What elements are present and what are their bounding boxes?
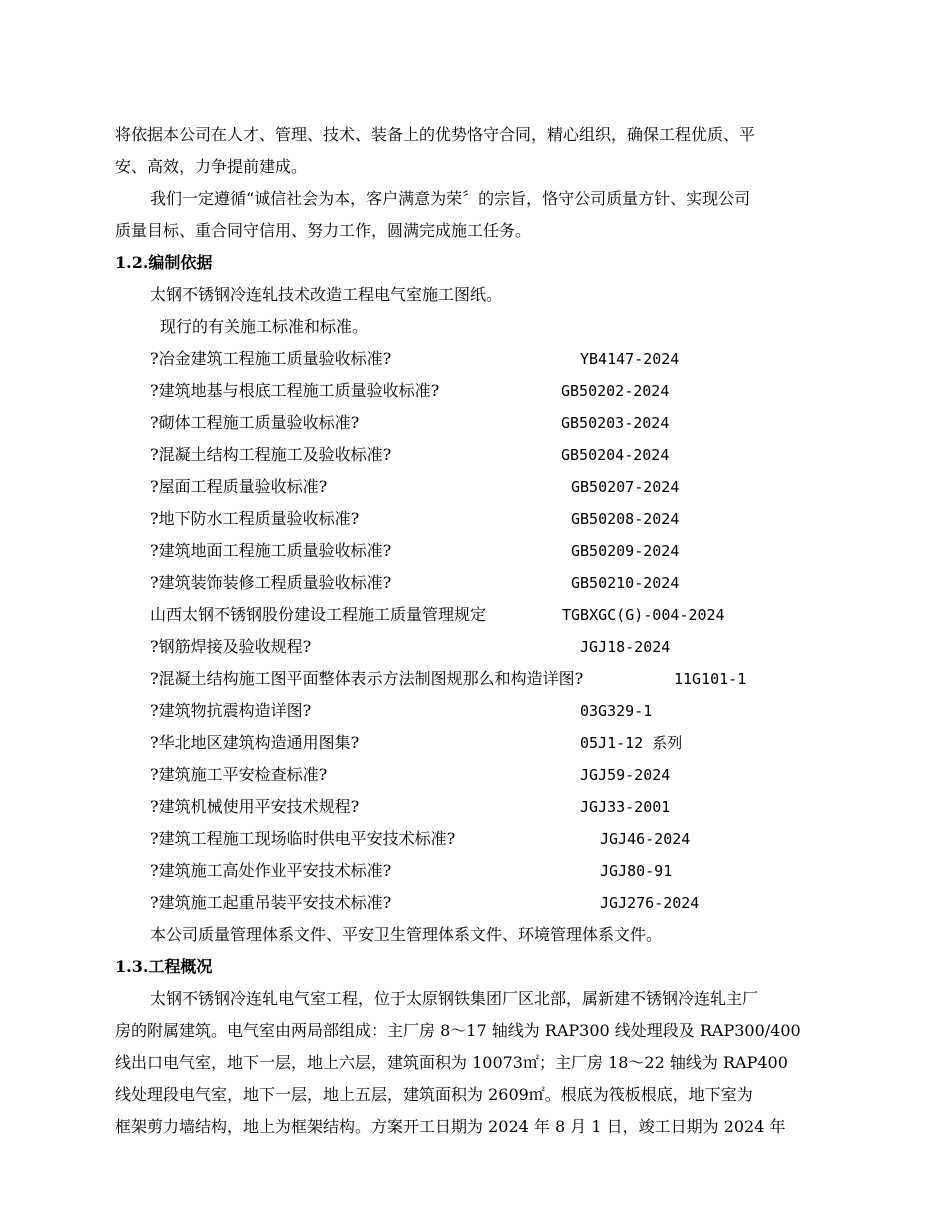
intro-p1-line1: 将依据本公司在人才、管理、技术、装备上的优势恪守合同，精心组织，确保工程优质、平 <box>115 125 756 144</box>
basis-drawings: 太钢不锈钢冷连轧技术改造工程电气室施工图纸。 <box>150 285 503 304</box>
overview-line2: 房的附属建筑。电气室由两局部组成：主厂房 8～17 轴线为 RAP300 线处理段及 RAP300/400 <box>115 1021 801 1040</box>
standard-code: JGJ276-2024 <box>600 894 700 912</box>
standard-code: JGJ46-2024 <box>600 830 691 848</box>
section-heading-overview: 1.3.工程概况 <box>115 957 213 976</box>
standard-name: ?冶金建筑工程施工质量验收标准? <box>150 349 392 368</box>
standard-code: GB50203-2024 <box>561 414 670 432</box>
standard-code: 11G101-1 <box>674 670 747 688</box>
overview-line3: 线出口电气室，地下一层，地上六层，建筑面积为 10073㎡；主厂房 18～22 轴线为 RAP400 <box>115 1053 788 1072</box>
standard-name: ?建筑施工高处作业平安技术标准? <box>150 861 392 880</box>
overview-line5: 框架剪力墙结构，地上为框架结构。方案开工日期为 2024 年 8 月 1 日，竣工日期为 2024 年 <box>115 1117 786 1136</box>
standard-name: ?建筑装饰装修工程质量验收标准? <box>150 573 392 592</box>
standard-name: ?建筑施工平安检查标准? <box>150 765 328 784</box>
standard-name: ?屋面工程质量验收标准? <box>150 477 328 496</box>
standard-name: ?地下防水工程质量验收标准? <box>150 509 360 528</box>
standard-code: GB50209-2024 <box>571 542 680 560</box>
standard-name: ?建筑地面工程施工质量验收标准? <box>150 541 392 560</box>
standard-name: ?钢筋焊接及验收规程? <box>150 637 312 656</box>
standard-code: GB50202-2024 <box>561 382 670 400</box>
standard-code: GB50210-2024 <box>571 574 680 592</box>
standard-code: JGJ18-2024 <box>580 638 671 656</box>
standard-name: ?建筑机械使用平安技术规程? <box>150 797 360 816</box>
section-heading-basis: 1.2.编制依据 <box>115 253 213 272</box>
standard-name: ?建筑地基与根底工程施工质量验收标准? <box>150 381 440 400</box>
standard-name: 山西太钢不锈钢股份建设工程施工质量管理规定 <box>150 605 487 624</box>
intro-p1-line2: 安、高效，力争提前建成。 <box>115 157 308 176</box>
standard-code: 05J1-12 系列 <box>580 734 683 752</box>
intro-p2-line1: 我们一定遵循“诚信社会为本，客户满意为荣〞的宗旨，恪守公司质量方针、实现公司 <box>150 189 751 208</box>
basis-management-systems: 本公司质量管理体系文件、平安卫生管理体系文件、环境管理体系文件。 <box>150 925 663 944</box>
standard-name: ?砌体工程施工质量验收标准? <box>150 413 360 432</box>
basis-standards-intro: 现行的有关施工标准和标准。 <box>160 317 369 336</box>
standard-code: YB4147-2024 <box>580 350 680 368</box>
overview-line1: 太钢不锈钢冷连轧电气室工程，位于太原钢铁集团厂区北部，属新建不锈钢冷连轧主厂 <box>150 989 759 1008</box>
standard-name: ?混凝土结构施工图平面整体表示方法制图规那么和构造详图? <box>150 669 584 688</box>
standard-code: JGJ80-91 <box>600 862 673 880</box>
standard-name: ?华北地区建筑构造通用图集? <box>150 733 360 752</box>
standard-name: ?建筑物抗震构造详图? <box>150 701 312 720</box>
standard-code: GB50207-2024 <box>571 478 680 496</box>
standard-name: ?建筑施工起重吊装平安技术标准? <box>150 893 392 912</box>
standard-code: JGJ59-2024 <box>580 766 671 784</box>
intro-p2-line2: 质量目标、重合同守信用、努力工作，圆满完成施工任务。 <box>115 221 532 240</box>
standard-code: GB50204-2024 <box>561 446 670 464</box>
standard-code: JGJ33-2001 <box>580 798 671 816</box>
standard-code: 03G329-1 <box>580 702 653 720</box>
overview-line4: 线处理段电气室，地下一层，地上五层，建筑面积为 2609㎡。根底为筏板根底，地下室为 <box>115 1085 753 1104</box>
standard-name: ?建筑工程施工现场临时供电平安技术标准? <box>150 829 456 848</box>
standard-name: ?混凝土结构工程施工及验收标准? <box>150 445 392 464</box>
standard-code: GB50208-2024 <box>571 510 680 528</box>
standard-code: TGBXGC(G)-004-2024 <box>562 606 725 624</box>
